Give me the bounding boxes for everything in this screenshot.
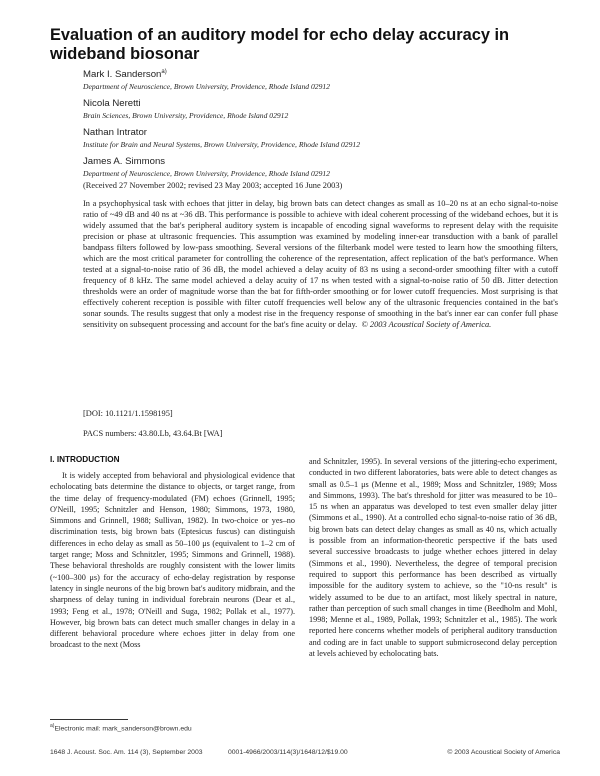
author-entry — [83, 66, 563, 92]
footer-copyright: © 2003 Acoustical Society of America — [447, 749, 560, 756]
pacs-numbers: PACS numbers: 43.80.Lb, 43.64.Bt [WA] — [83, 429, 223, 438]
footnote-rule — [50, 719, 128, 720]
author-name: Nicola Neretti — [83, 98, 141, 110]
footnote-text: Electronic mail: mark_sanderson@brown.edu — [54, 725, 192, 733]
doi: [DOI: 10.1121/1.1598195] — [83, 409, 173, 418]
author-entry — [83, 127, 563, 150]
footer-journal: 1648 J. Acoust. Soc. Am. 114 (3), September 2003 — [50, 749, 203, 756]
author-entry — [83, 156, 563, 179]
author-name: James A. Simmons — [83, 156, 166, 168]
footnote-marker: a) — [50, 723, 55, 729]
body-column-right: and Schnitzler, 1995). In several versions of the jittering-echo experiment, conducted in two different laboratories, bats were able to detect changes as small as 0.5–1 μs (Menne et al., 1989; Moss and Schnitzler, 1989; Moss and Simmons, 1993). The bat's threshold for jitter was measured to be 10–15 ns when an apparatus was developed to test even smaller delay jitter (Simmons et al., 1990). At a controlled echo signal-to-noise ratio of 36 dB, big brown bats can detect delay changes as small as 40 ns, which actually is possible from an information-theoretic perspective if the bats used several successive broadcasts to judge whether echoes jittered in delay (Simmons et al., 1990). Nevertheless, the degree of temporal precision required to support this performance has been described as virtually impossible for the auditory system to achieve, so the "10-ns result" is widely assumed to be due to an artifact, most likely spectral in nature, rather than perception of such small changes in time (Beedholm and Mohl, 1998; Menne et al., 1989, Pollak, 1993; Schnitzler et al., 1985). The work reported here concerns whether models of peripheral auditory transduction and coding are in fact unable to support submicrosecond delay perception at levels achieved by echolocating bats. — [309, 457, 557, 659]
body-column-left: It is widely accepted from behavioral and physiological evidence that echolocating bats determine the distance to objects, or target range, from the time delay of frequency-modulated (FM) echoes (Grinnell, 1995; O'Neill, 1995; Schnitzler and Henson, 1980; Simmons, 1973, 1980, Simmons and Grinnell, 1988; Sullivan, 1982). In two-choice or yes–no discrimination tests, big brown bats (Eptesicus fuscus) can distinguish differences in echo delay as small as 50–100 μs (equivalent to 1–2 cm of target range; Moss and Schnitzler, 1995; Simmons and Grinnell, 1988). These behavioral thresholds are roughly consistent with the lower limits (~100–300 μs) for the accuracy of echo-delay registration by response latency in single neurons of the big brown bat's auditory midbrain, and the sharpness of delay tuning in individual forebrain neurons (Dear et al., 1993; Feng et al., 1978; O'Neill and Suga, 1982; Pollak et al., 1977). However, big brown bats can detect much smaller changes in delay in a different behavioral procedure where echoes jitter in delay from one broadcast to the next (Moss — [50, 471, 295, 650]
author-name: Mark I. Sanderson — [83, 69, 162, 81]
author-list — [83, 66, 563, 185]
section-heading: I. INTRODUCTION — [50, 455, 120, 464]
abstract-copyright: © 2003 Acoustical Society of America. — [361, 320, 492, 329]
author-affiliation: Department of Neuroscience, Brown University, Providence, Rhode Island 02912 — [83, 169, 330, 179]
abstract-text: In a psychophysical task with echoes that jitter in delay, big brown bats can detect changes as small as 10–20 ns at an echo signal-to-noise ratio of ~49 dB and 40 ns at ~36 dB. This performance is possible to achieve with ideal coherent processing of the wideband echoes, but it is widely assumed that the bat's peripheral auditory system is incapable of encoding signal waveforms to represent delay with the requisite precision or phase at ultrasonic frequencies. This assumption was examined by modeling inner-ear transduction with a bank of parallel bandpass filters followed by low-pass smoothing. Several versions of the filterbank model were tested to learn how the smoothing filters, which are the most critical parameter for controlling the coherence of the representation, affect replication of the bat's performance. When tested at a signal-to-noise ratio of 36 dB, the model achieved a delay acuity of 83 ns using a second-order smoothing filter with a cutoff frequency of 8 kHz. The same model achieved a delay acuity of 17 ns when tested with a signal-to-noise ratio of 50 dB. Jitter detection thresholds were an order of magnitude worse than the bat for fifth-order smoothing or for lower cutoff frequencies. Most surprising is that effectively coherent reception is possible with filter cutoff frequencies well below any of the ultrasonic frequencies contained in the bat's sonar sounds. The results suggest that only a modest rise in the frequency response of smoothing in the bat's inner ear can confer full phase sensitivity on subsequent processing and account for the bat's fine acuity or delay. — [83, 199, 558, 329]
paper-title: Evaluation of an auditory model for echo delay accuracy in wideband biosonar — [50, 26, 510, 63]
author-affiliation: Department of Neuroscience, Brown University, Providence, Rhode Island 02912 — [83, 82, 330, 92]
author-affiliation: Brain Sciences, Brown University, Providence, Rhode Island 02912 — [83, 111, 289, 121]
author-entry — [83, 98, 563, 121]
abstract — [83, 198, 558, 330]
author-name: Nathan Intrator — [83, 127, 147, 139]
author-affiliation: Institute for Brain and Neural Systems, Brown University, Providence, Rhode Island 02912 — [83, 140, 360, 150]
footnote — [50, 723, 192, 732]
footer-code: 0001-4966/2003/114(3)/1648/12/$19.00 — [228, 749, 348, 756]
author-footnote-marker: a) — [161, 69, 167, 75]
received-dates: (Received 27 November 2002; revised 23 May 2003; accepted 16 June 2003) — [83, 181, 343, 190]
